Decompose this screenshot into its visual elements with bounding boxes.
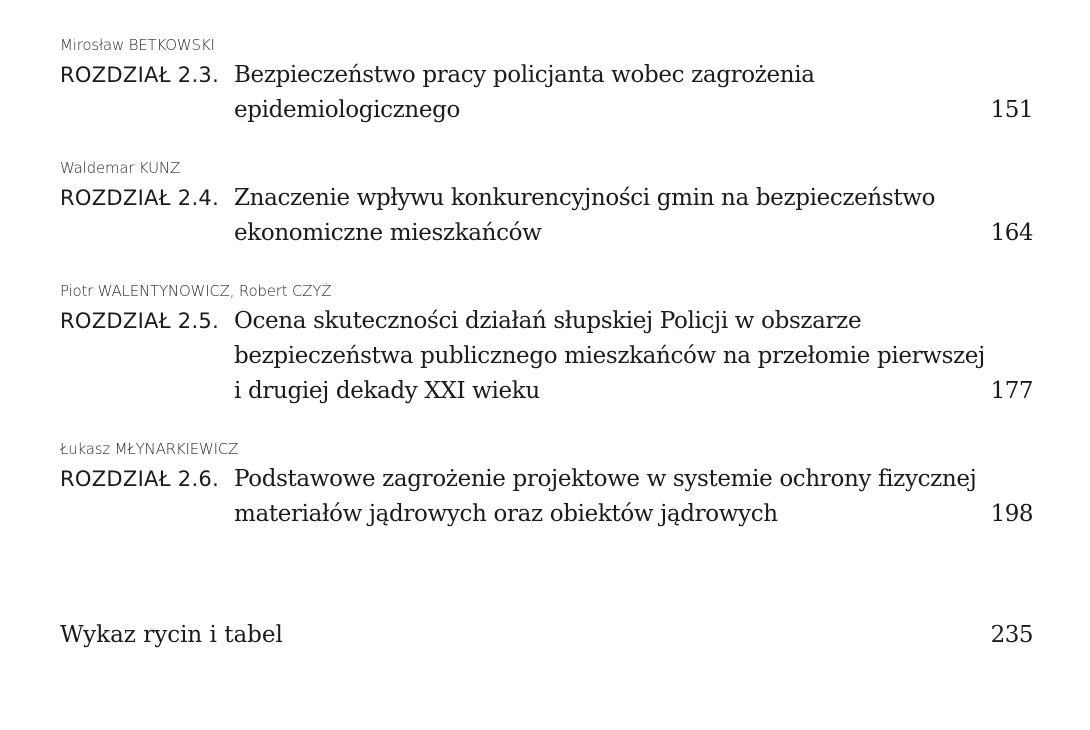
toc-entry	[60, 278, 1035, 409]
toc-entry	[60, 436, 1035, 532]
page-number: 198	[990, 501, 1033, 527]
toc-entry	[60, 155, 1035, 251]
chapter-label: ROZDZIAŁ 2.5.	[60, 309, 220, 333]
chapter-title-line: bezpieczeństwa publicznego mieszkańców na przełomie pierwszej	[234, 343, 985, 369]
chapter-label: ROZDZIAŁ 2.4.	[60, 186, 220, 210]
chapter-title-line: materiałów jądrowych oraz obiektów jądrowych	[234, 501, 778, 527]
chapter-title	[234, 181, 994, 251]
chapter-title-line: Znaczenie wpływu konkurencyjności gmin na bezpieczeństwo	[234, 185, 936, 211]
entry-title: Wykaz rycin i tabel	[60, 622, 283, 648]
chapter-label: ROZDZIAŁ 2.3.	[60, 63, 220, 87]
chapter-title-line: ekonomiczne mieszkańców	[234, 220, 542, 246]
author-name: Łukasz MŁYNARKIEWICZ	[60, 440, 239, 458]
toc-entry	[60, 32, 1035, 128]
chapter-title-line: Podstawowe zagrożenie projektowe w systemie ochrony fizycznej	[234, 466, 977, 492]
chapter-title-line: Ocena skuteczności działań słupskiej Policji w obszarze	[234, 308, 862, 334]
chapter-title	[234, 58, 994, 128]
toc-entry-figures-tables	[60, 618, 1035, 653]
chapter-heading	[60, 304, 1035, 409]
chapter-title	[234, 304, 994, 409]
chapter-heading	[60, 181, 1035, 251]
chapter-label: ROZDZIAŁ 2.6.	[60, 467, 220, 491]
page-number: 177	[990, 378, 1033, 404]
author-name: Mirosław BETKOWSKI	[60, 36, 215, 54]
page-number: 164	[990, 220, 1033, 246]
page-number: 151	[990, 97, 1033, 123]
chapter-title-line: Bezpieczeństwo pracy policjanta wobec zagrożenia	[234, 62, 815, 88]
chapter-title-line: i drugiej dekady XXI wieku	[234, 378, 540, 404]
chapter-title-line: epidemiologicznego	[234, 97, 461, 123]
page-number: 235	[990, 622, 1033, 648]
author-name: Waldemar KUNZ	[60, 159, 181, 177]
chapter-heading	[60, 462, 1035, 532]
chapter-heading	[60, 58, 1035, 128]
author-name: Piotr WALENTYNOWICZ, Robert CZYŻ	[60, 282, 332, 300]
chapter-title	[234, 462, 994, 532]
